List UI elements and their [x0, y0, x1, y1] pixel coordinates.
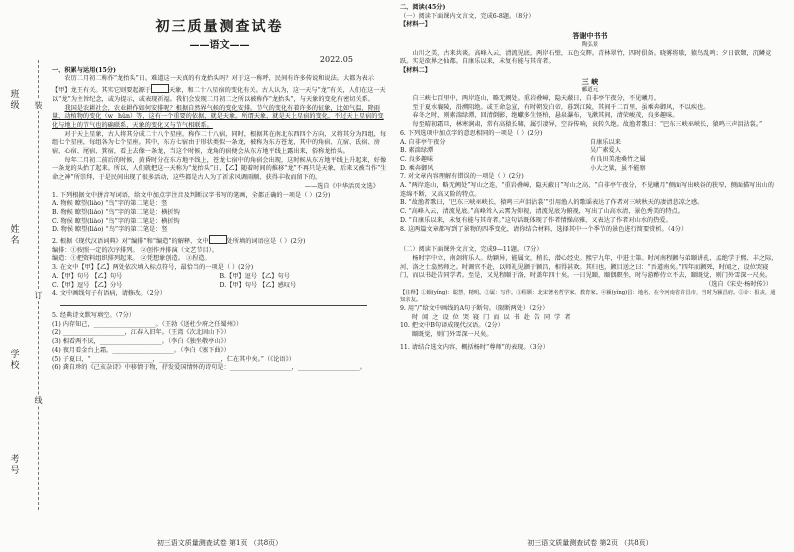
section-heading-2: 二、阅读(45分) [400, 4, 446, 11]
label-class: 班级 [10, 90, 20, 111]
cut-mark-ding: 订 [34, 291, 43, 300]
part2-passage: 杨时字中立，南剑将乐人。幼颖异，能属文，稍长，潜心经史。熙宁九年，中进士第。时河南程颢与弟颐讲孔、孟绝学于熙、丰之际，河、洛之士翕然师之。时调官不赴，以师礼见颢于颍昌，相得甚欢。其归也，颢目送之曰：“吾道南矣。”四年而颢死，时闻之，设位哭寝门，而以书赴告同学者。至是，又见程颐于洛，时盖年四十矣。一日见颐，颐偶瞑坐，时与游酢侍立不去，颐既觉，则门外雪深一尺矣。 [400, 254, 778, 280]
exam-subject: ——语文—— [189, 40, 250, 51]
cut-line [38, 60, 39, 510]
label-exam-number: 考号 [10, 455, 20, 476]
fill-blank-box [209, 235, 227, 244]
q5-item-3: (3) 相看两不厌，____________________。（李白《独坐敬亭山》） [52, 338, 230, 346]
question-6: 6. 下列选项中加点字的意思相同的一项是（ ）(2分) [400, 129, 543, 137]
footer-right: 初三语文质量测查试卷 第2页 （共8页） [527, 539, 653, 547]
q5-item-5: (5) 子夏曰，“____________________，____________________，仁在其中矣。”（《论语》） [52, 355, 295, 363]
cut-mark-zhuang: 装 [34, 101, 43, 110]
q5-item-1: (1) 内存知己，____________________。（王勃《送杜少府之任蜀州》） [52, 320, 243, 328]
poem-b-para-2: 至于夏水襄陵，沿溯阻绝。或王命急宣，有时朝发白帝，暮到江陵，其间千二百里，虽乘奔御风，不以疾也。 [412, 103, 710, 111]
question-8: 8. 这两篇文章都写到了景物的四季变化，请你结合材料，选择其中一个季节的景色进行简要赏析。（4分） [400, 225, 688, 233]
question-7: 7. 对文章内容理解有错误的一项是（ ）(2分) [400, 173, 524, 181]
question-4: 4. 文中画线句子有语病，请修改。（2分） [52, 290, 166, 298]
question-9: 9. 用“/”给文中画线的A句子断句。（限断两处）（2分） [400, 304, 549, 312]
binding-margin [0, 0, 52, 552]
part2-intro: （二）阅读下面课外文言文，完成9—11题。（7分） [400, 246, 543, 254]
q10-sentence: 颐既觉，则门外雪深一尺矣。 [412, 330, 493, 338]
poem-b-title: 三 峡 [581, 76, 599, 86]
material-b-tag: 【材料二】 [400, 66, 431, 74]
q6-option-b: B. 素湍绿潭 吴广素爱人 [400, 147, 621, 155]
q6-option-d: D. 乘奔御风 小大之狱，虽不能察 [400, 164, 646, 172]
poem-b-para-1: 自三峡七百里中，两岸连山，略无阙处。重岩叠嶂，隐天蔽日，自非亭午夜分，不见曦月。 [412, 95, 660, 103]
q5-item-2: (2) ____________________，江春入旧年。（王湾《次北固山下》） [52, 329, 230, 337]
label-school: 学校 [10, 350, 20, 371]
q3-options-row-1 [52, 273, 387, 282]
exam-title: 初三质量测查试卷 [155, 19, 284, 35]
passage-para-2: 我国是农耕社会，农业耕作如何安排呢？根据自然界气候的变化安排。节气的变化有着许多的征象，比如气温、降雨量、动植物的变化（w_ hǔn）等，这有一个重要的依据，就是天象。所谓天象，就是天上星宿的变化，不过天上星宿的变化与地上的节气也的确联系，天象的变化又与节气相联系。 [52, 104, 384, 129]
q9-sentence: 时 闻 之 设 位 哭 寝 门 而 以 书 赴 告 同 学 者 [412, 313, 572, 321]
q1-option-c: C. 物侯 瞭望(liào) “鸟”字的第二笔是：横折钩 [52, 217, 180, 225]
question-1: 1. 下列根据文中拼音写词语，给文中加点字注音及判断汉字书写的笔画，全都正确的一项是（ ）(2分) [52, 191, 331, 199]
right-page [400, 4, 780, 352]
part2-source: （选自《宋史·杨时传》） [705, 281, 772, 289]
q5-item-4: (4) 夜月看金台上霜，____________________。（李白《塞下曲》） [52, 346, 230, 354]
question-2: 2. 根据《现代汉语词典》对“编排”和“编造”的解释，文中 处所填的词语应是（ ）(2分) [52, 235, 387, 247]
poem-b-author: 郦道元 [581, 87, 599, 94]
poem-b-para-4: 每至晴初霜旦，林寒涧肃，常有高猿长啸，属引凄异，空谷传响，哀转久绝。故渔者歌曰：“巴东三峡巫峡长，猿鸣三声泪沾裳。” [412, 121, 763, 129]
q6-option-a: A. 自非亭午夜分 自康乐以来 [400, 138, 621, 146]
question-11: 11. 请结合选文内容，概括杨时“尊师”的表现。（3分） [400, 343, 549, 351]
q3-option-c: C.【甲】逗号 【乙】分号 [52, 281, 123, 289]
q5-item-6: (6) 龚自珍的《己亥杂诗》中移情于物，抒发爱国情怀的诗句是：____________________，____________________。 [52, 364, 366, 372]
q3-option-d: D.【甲】句号 【乙】感叹号 [219, 281, 297, 289]
label-name: 姓名 [10, 225, 20, 246]
material-a-tag: 【材料一】 [400, 21, 431, 29]
q6-option-c: C. 良多趣味 有良田美池桑竹之属 [400, 155, 646, 163]
fill-blank-box [151, 84, 169, 93]
answer-line [60, 305, 367, 306]
q3-option-b: B.【甲】逗号 【乙】句号 [219, 272, 290, 280]
answer-space [400, 234, 780, 246]
left-page [52, 4, 387, 373]
q7-option-b: B. “故渔者歌曰，‘巴东三峡巫峡长，猿鸣三声泪沾裳’”引用渔人的歌谣表达了作者对三峡秋天的凄清悲凉之感。 [400, 199, 704, 207]
passage-para-4: 每年二月初二前后的时候，黄昏时分在东方地平线上，苍龙七宿中的角宿会出现，这时候从东方地平线上升起来，好像一条龙的头抬了起来。所以，人们就把这一天称为“龙抬头”日，【乙】随着时间的推移“龙”不再只是天象，后来又被当作“生命之神”所崇拜，于是民间出现了很多活动，这些都是古人为了祈求风调雨顺、获得丰收而留下的。 [52, 156, 387, 182]
part2-notes: 【注释】①颖(yǐng)：聪慧，精明。②属：写作。③程颢：北宋著名哲学家、教育家。④颍(yǐng)昌：地名，在今河南省许昌市，当时为颍昌府。⑤讣：报丧，通知亲友。 [400, 289, 776, 304]
question-10: 10. 把文中B句译成现代汉语。（2分） [400, 322, 504, 330]
cut-mark-xian: 线 [34, 396, 43, 405]
exam-date: 2022.05 [319, 55, 353, 64]
question-5: 5. 经典诗文默写填空。（7分） [52, 311, 135, 319]
q1-option-a: A. 物候 瞭望(liào) “鸟”字的第二笔是：竖 [52, 200, 168, 208]
q7-option-d: D. “自康乐以来，未复有能与其奇者。”这句话既体现了作者情操高雅，又表达了作者对山水的热爱。 [400, 216, 672, 224]
q7-option-a: A. “两岸连山，略无阙处”写山之连，“重岩叠嶂，隐天蔽日”写山之高，“自非亭午夜分，不见曦月”侧面写出峡谷的狭窄，侧面描写出山的连绵不断，又高又险的特点。 [400, 182, 774, 198]
footer-left: 初三语文质量测查试卷 第1页 （共8页） [156, 539, 283, 547]
passage-para-1: 农历二月初二称作“龙抬头”日。难道这一天真的有龙抬头吗？对于这一称呼，民间有许多传说和说法。大都为表示【甲】龙王有关。其实它则要起源于 天象，和二十八星宿的变化有关。古人认为，这一天与“龙”有关，人们在这一天以“龙”为主旨纪念，或为提示，或表现祈福。我们会发现二月初二之所以被称作“龙抬头”，与天象的变化有密切关系。 [52, 75, 386, 103]
q3-option-a: A.【甲】句号 【乙】句号 [52, 272, 123, 280]
poem-a-author: 陶弘景 [581, 41, 599, 48]
q1-option-b: B. 物候 瞭望(liáo) “鸟”字的第二笔是：横折钩 [52, 208, 180, 216]
section-heading-1: 一、积累与运用(15分) [52, 66, 116, 74]
poem-b-para-3: 春冬之时，则素湍绿潭，回清倒影，绝巘多生怪柏，悬泉瀑布，飞漱其间，清荣峻茂，良多趣味。 [412, 112, 679, 120]
passage-source: ——选自《中华活页文选》 [304, 182, 379, 190]
q7-option-c: C. “高峰入云，清流见底。”高峰耸入云霄为仰视，清流见底为俯视，写出了山高水清，景色秀美的特点。 [400, 208, 684, 216]
passage-para-3: 对于天上星象，古人将其分成二十八个星座，称作二十八宿，同时，根据其在南北东西四个方向，又将其分为四组，每组七个星座，每组各为七个星座。其中，东方七宿由于形状类似一条龙，被称为东方苍龙，其中的角宿、亢宿、氐宿、房宿、心宿、尾宿、箕宿，看上去像一条龙，当这个时候，龙角的宿便会从东方地平线上露出来，俗称龙抬头。 [52, 130, 387, 156]
question-3: 3. 在文中【甲】【乙】两处依次填入标点符号，最恰当的一项是（ ）(2分) [52, 264, 254, 272]
q2-def-2: 编造：①把资料组织排列起来。 ②凭想象创造。 ③捏造。 [52, 255, 211, 263]
q3-options-row-2 [52, 282, 387, 291]
poem-a-title: 答谢中书书 [572, 31, 608, 41]
q2-def-1: 编排：①按照一定的次序排列。 ②创作并排演（文艺节目）。 [52, 246, 218, 254]
q1-option-d: D. 物侯 瞭望(liáo) “鸟”字的第二笔是：竖 [52, 226, 168, 234]
part1-intro: （一）阅读下面课内文言文，完成6-8题。（8分） [400, 12, 535, 20]
poem-a-text: 山川之美，古来共谈。高峰入云，清流见底。两岸石壁，五色交辉。青林翠竹，四时俱备。晓雾将歇，猿鸟乱鸣；夕日欲颓，沉鳞竞跃。实是欲界之仙都。自康乐以来，未复有能与其奇者。 [400, 49, 772, 66]
